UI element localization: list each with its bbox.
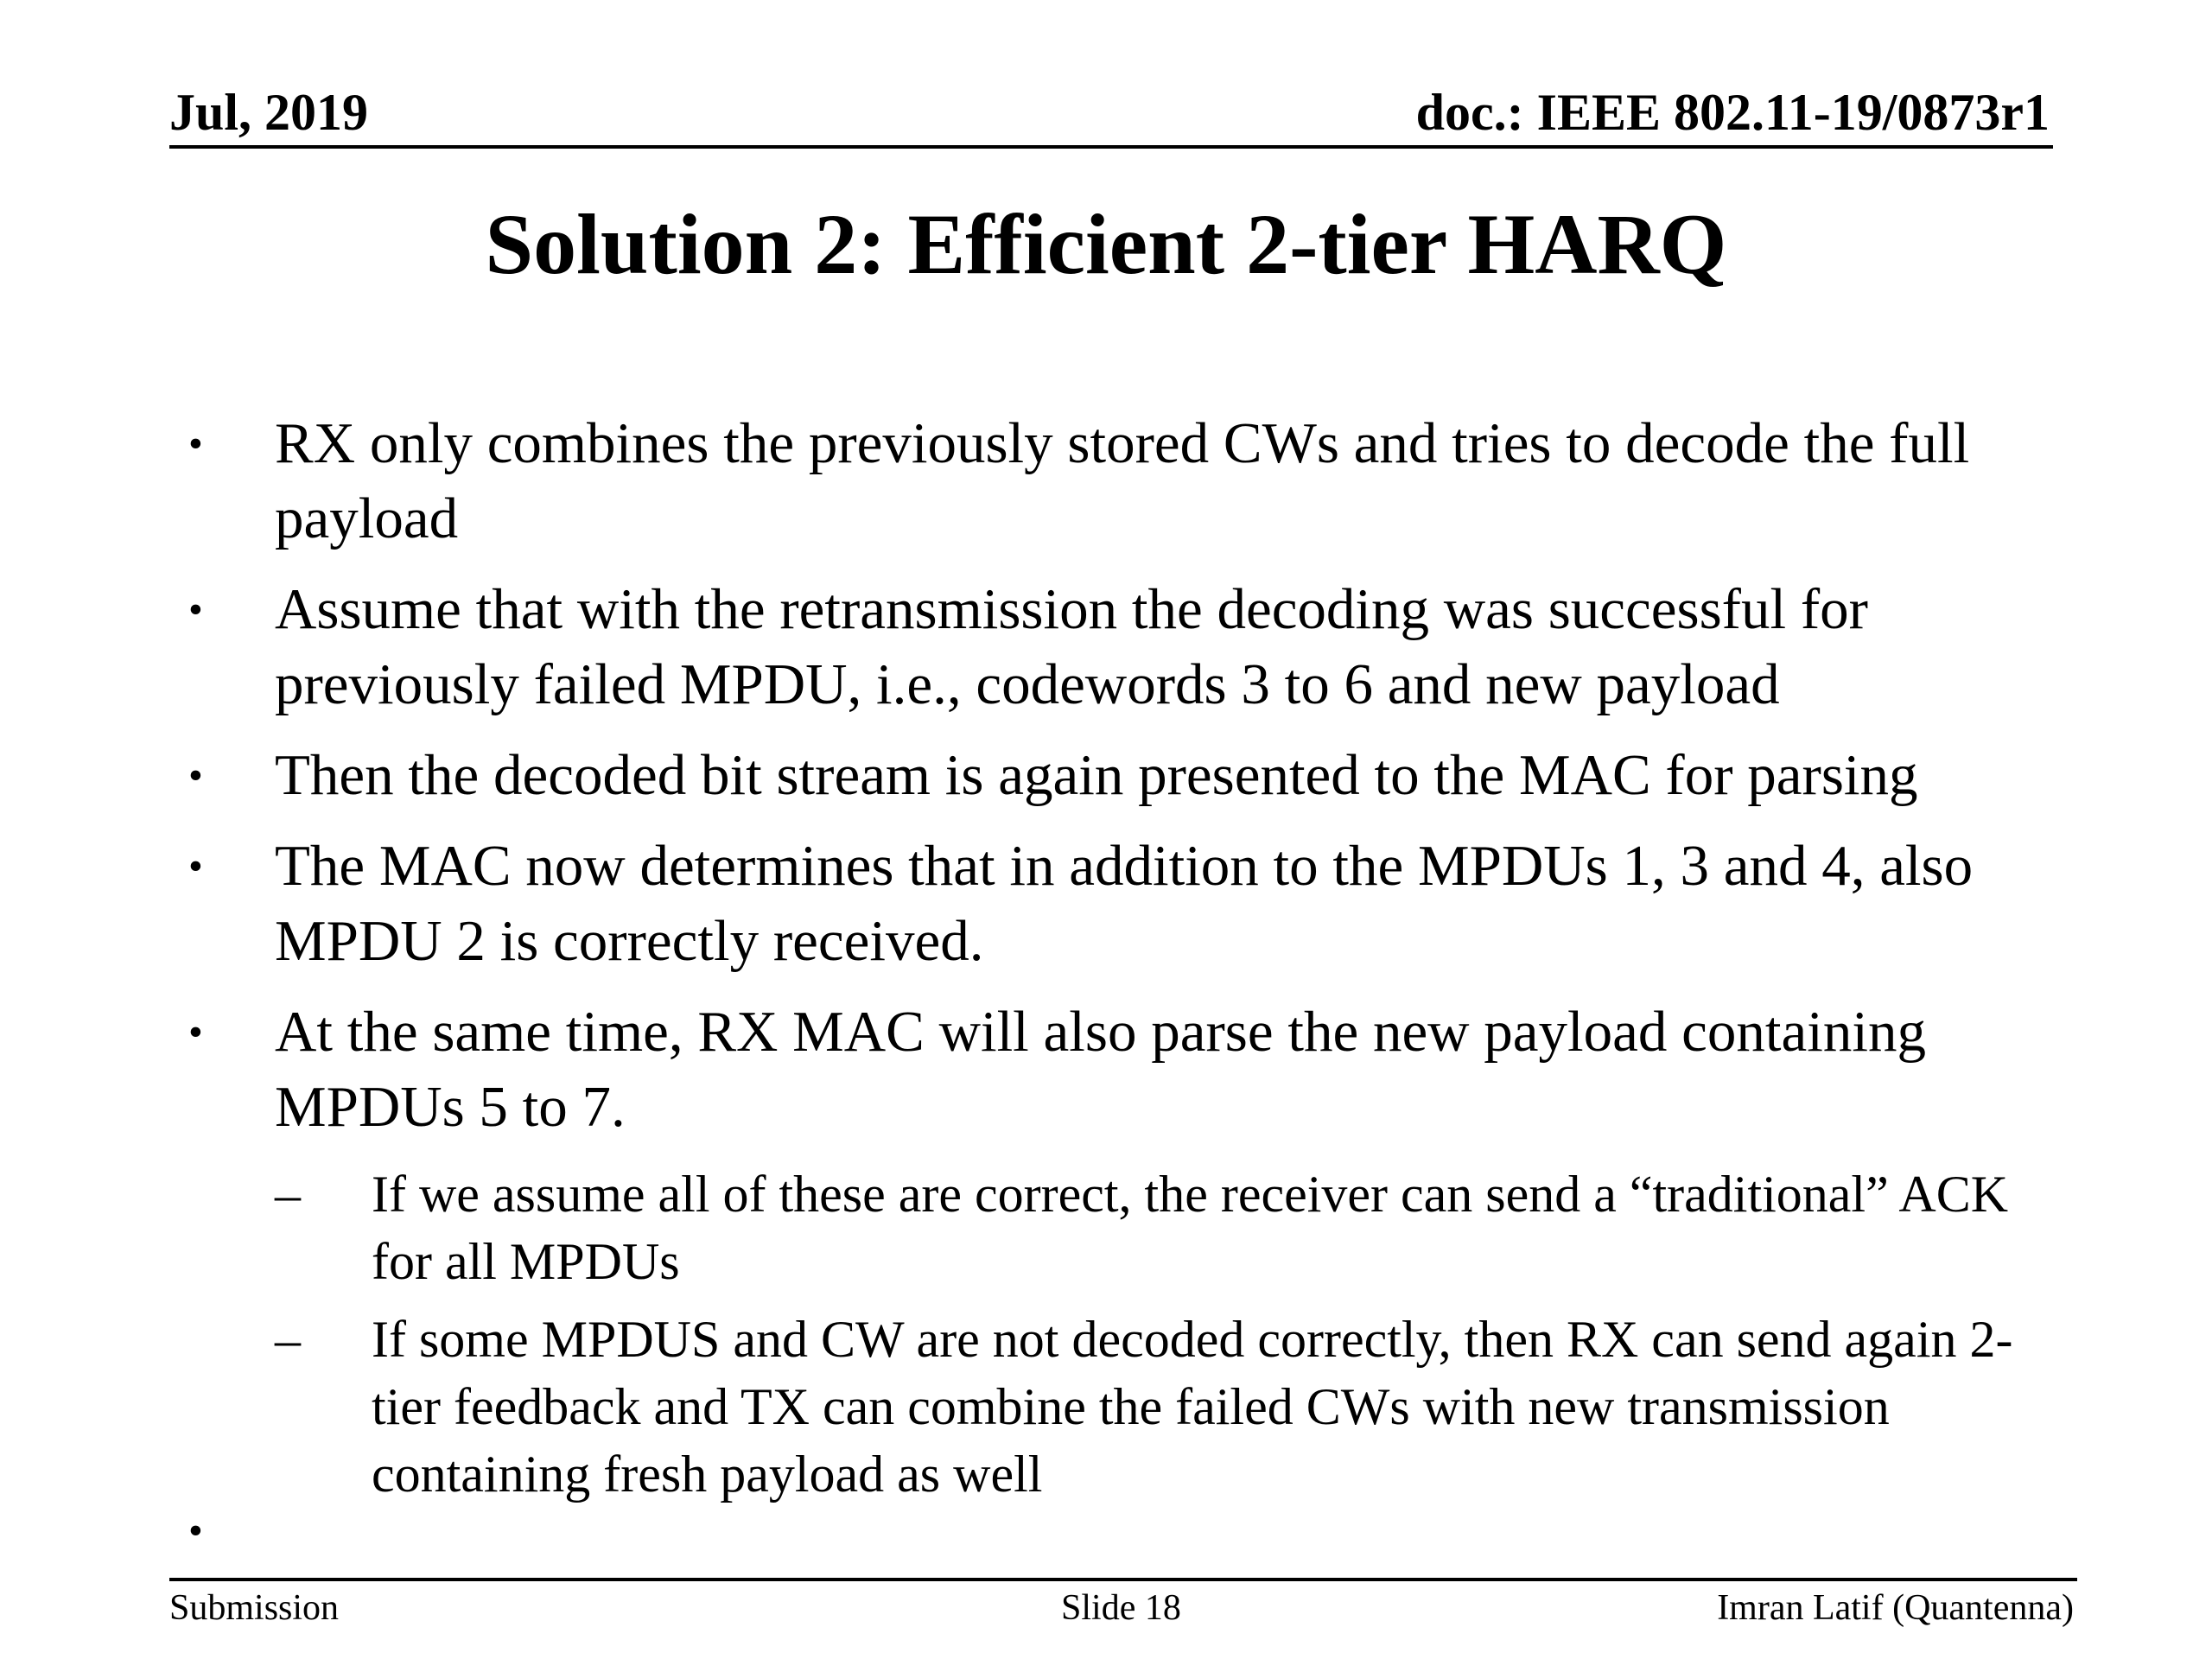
bullet-marker: • [188,753,203,798]
bullet-marker: • [188,421,203,467]
bullet-item [169,572,2070,722]
footer-divider [169,1578,2077,1581]
bullet-text: Assume that with the retransmission the decoding was successful for previously failed MPDU, i.e., codewords 3 to 6 and new payload [275,577,1868,716]
sub-bullet-text: If we assume all of these are correct, the receiver can send a “traditional” ACK for all MPDUs [372,1166,2009,1290]
sub-bullet-item [275,1306,2070,1508]
sub-bullet-marker: – [275,1166,301,1223]
sub-bullet-list [275,1160,2070,1508]
bullet-item [169,738,2070,813]
bullet-list [169,406,2070,1523]
header-doc-id: doc.: IEEE 802.11-19/0873r1 [1415,84,2050,141]
slide-title: Solution 2: Efficient 2-tier HARQ [485,196,1727,292]
bullet-item [169,995,2070,1508]
empty-bullet-marker: • [188,1508,203,1554]
sub-bullet-marker: – [275,1311,301,1368]
bullet-item [169,829,2070,979]
sub-bullet-text: If some MPDUS and CW are not decoded correctly, then RX can send again 2-tier feedback and TX can combine the failed CWs with new transmission containing fresh payload as well [372,1311,2013,1503]
bullet-text: Then the decoded bit stream is again presented to the MAC for parsing [275,743,1918,807]
sub-bullet-item [275,1160,2070,1295]
header-date: Jul, 2019 [169,84,369,141]
bullet-marker: • [188,843,203,889]
footer-submission: Submission [169,1588,340,1628]
bullet-text: RX only combines the previously stored CWs and tries to decode the full payload [275,411,1970,550]
bullet-text: The MAC now determines that in addition to the MPDUs 1, 3 and 4, also MPDU 2 is correctly received. [275,834,1974,973]
footer-slide-number: Slide 18 [1061,1588,1181,1628]
bullet-marker: • [188,1009,203,1055]
header-divider [169,145,2053,149]
footer-author: Imran Latif (Quantenna) [1717,1588,2074,1628]
bullet-text: At the same time, RX MAC will also parse the new payload containing MPDUs 5 to 7. [275,1000,1926,1139]
bullet-item [169,406,2070,556]
bullet-marker: • [188,587,203,632]
